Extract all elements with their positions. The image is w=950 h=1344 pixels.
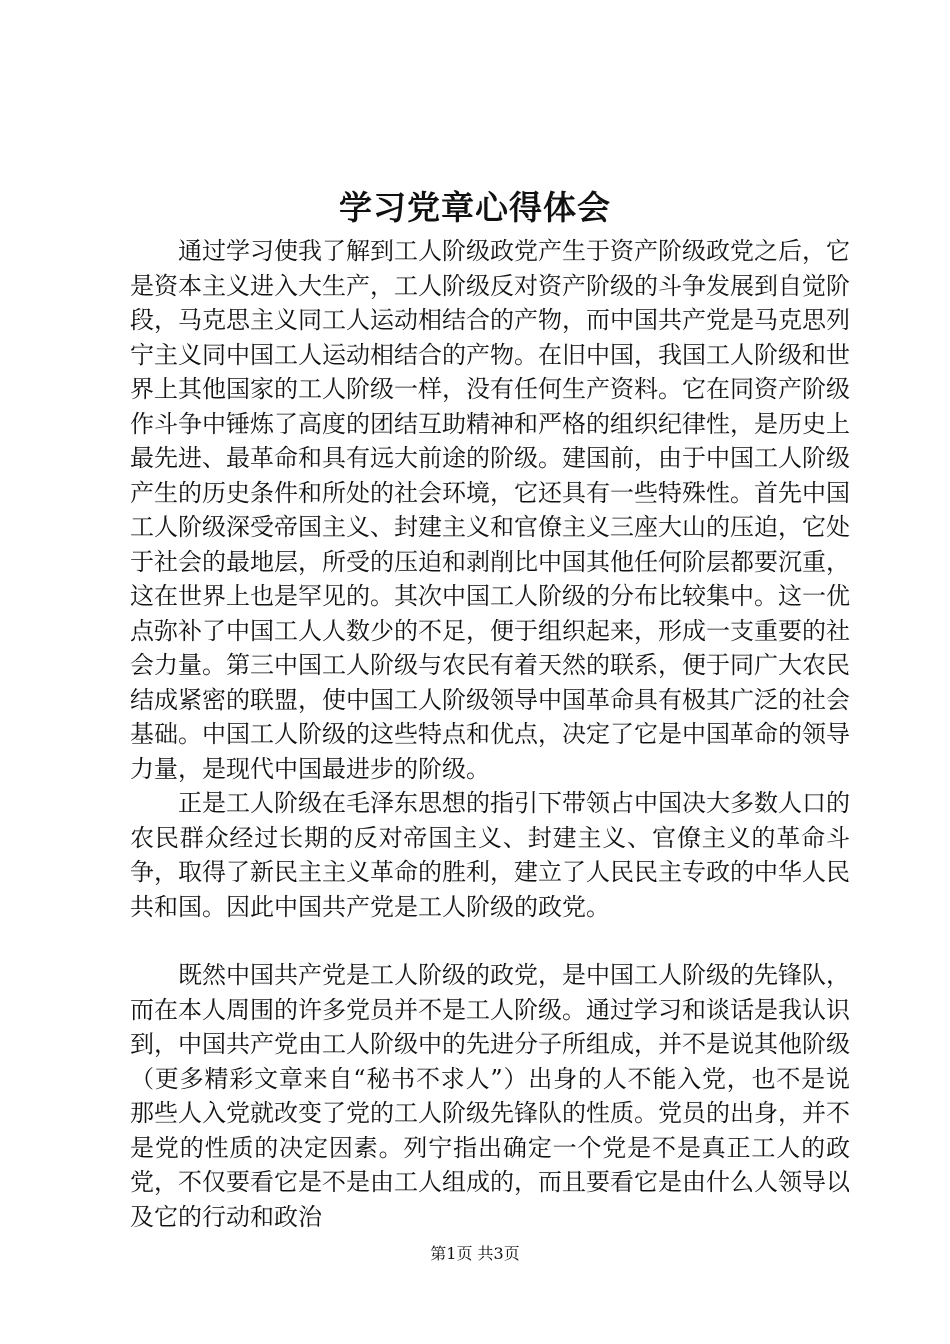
- page-footer: 第1页 共3页: [430, 1244, 520, 1263]
- document-title: 学习党章心得体会: [339, 188, 611, 227]
- document-body: [130, 234, 850, 1234]
- paragraph-spacer: [130, 924, 850, 958]
- paragraph-2: 正是工人阶级在毛泽东思想的指引下带领占中国决大多数人口的农民群众经过长期的反对帝国主义、封建主义、官僚主义的革命斗争，取得了新民主主义革命的胜利，建立了人民民主专政的中华人民共和国。因此中国共产党是工人阶级的政党。: [130, 789, 850, 921]
- paragraph-3: 既然中国共产党是工人阶级的政党，是中国工人阶级的先锋队，而在本人周围的许多党员并不是工人阶级。通过学习和谈话是我认识到，中国共产党由工人阶级中的先进分子所组成，并不是说其他阶级（更多精彩文章来自“秘书不求人”）出身的人不能入党，也不是说那些人入党就改变了党的工人阶级先锋队的性质。党员的出身，并不是党的性质的决定因素。列宁指出确定一个党是不是真正工人的政党，不仅要看它是不是由工人组成的，而且要看它是由什么人领导以及它的行动和政治: [130, 961, 850, 1231]
- paragraph-1: 通过学习使我了解到工人阶级政党产生于资产阶级政党之后，它是资本主义进入大生产，工人阶级反对资产阶级的斗争发展到自觉阶段，马克思主义同工人运动相结合的产物，而中国共产党是马克思列宁主义同中国工人运动相结合的产物。在旧中国，我国工人阶级和世界上其他国家的工人阶级一样，没有任何生产资料。它在同资产阶级作斗争中锤炼了高度的团结互助精神和严格的组织纪律性，是历史上最先进、最革命和具有远大前途的阶级。建国前，由于中国工人阶级产生的历史条件和所处的社会环境，它还具有一些特殊性。首先中国工人阶级深受帝国主义、封建主义和官僚主义三座大山的压迫，它处于社会的最地层，所受的压迫和剥削比中国其他任何阶层都要沉重，这在世界上也是罕见的。其次中国工人阶级的分布比较集中。这一优点弥补了中国工人人数少的不足，便于组织起来，形成一支重要的社会力量。第三中国工人阶级与农民有着天然的联系，便于同广大农民结成紧密的联盟，使中国工人阶级领导中国革命具有极其广泛的社会基础。中国工人阶级的这些特点和优点，决定了它是中国革命的领导力量，是现代中国最进步的阶级。: [130, 237, 850, 783]
